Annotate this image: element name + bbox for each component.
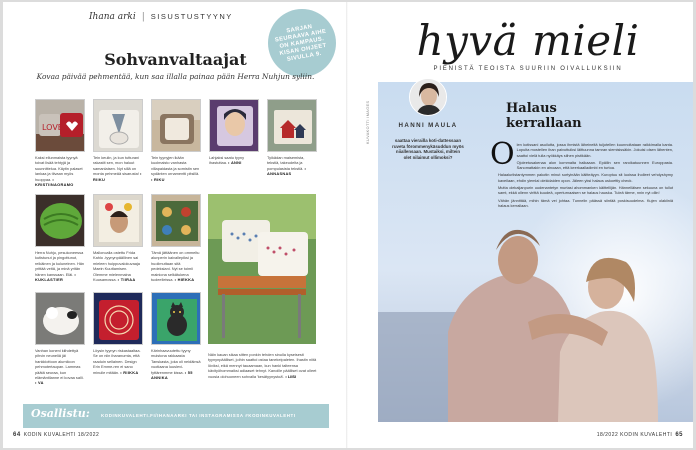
right-page — [348, 2, 693, 448]
photo-knit-chair — [151, 99, 201, 152]
photo-embracing-couple — [378, 82, 693, 422]
participate-link[interactable]: KODINKUVALEHTI.FI/IHANAARKI TAI INSTAGRAMISSA #KODINKUVALEHTI — [101, 413, 296, 418]
rubric-divider: | — [141, 12, 145, 22]
photo-caption — [151, 348, 201, 380]
photo-credit-vertical: KUVAKOTTI IMAGES — [366, 100, 370, 144]
caption-text: Herra Nuhju, pesukoneessa kutistunut ja pingottunut, reikäinen ja kuluneinen. Hän yrittää veitä, ja minä yritän hänen kanssaan. Eläi. — [35, 250, 85, 277]
caption-text: Näin kauan sikaa sitten ponkin tehden sinulla kyseisesti tyynynpäälliset, joihin saattoi ostaa tanekeipaleten. Ihastin niitä löviksi, eikä mennyt tauaamaan, kun hanki talteensa kävityöhommaiksi adiaaset tehnyt. Kanoille päälliset ovat olleet vuosia olohuoneen sohvalla 'kesätyynystoä'. — [208, 352, 317, 379]
caption-credit: • TIIRAA — [117, 277, 136, 283]
caption-text: Lahjaksi saatu tyyny ihastuttaa. — [209, 155, 245, 166]
article-title — [506, 101, 582, 131]
photo-pillow-frida — [93, 194, 143, 247]
photo-pillow-pattern — [151, 194, 201, 247]
photo-pillow-green — [35, 194, 85, 247]
photo-caption — [93, 250, 143, 282]
participate-banner — [23, 404, 329, 428]
caption-credit: • LIISI — [285, 373, 297, 379]
photo-caption — [93, 348, 143, 375]
caption-credit: • ANNI — [228, 160, 242, 166]
page-folio-right — [597, 432, 683, 438]
photo-caption — [209, 155, 259, 166]
caption-credit: • KUKLASTIER — [35, 271, 77, 283]
page-number: 64 — [13, 432, 21, 438]
caption-credit: • VA — [35, 380, 44, 386]
page-title: Sohvanvaltaajat — [104, 50, 247, 69]
article-paragraph: Ojoleetusakenaa alon kommalta haikaaan. Epäilin sen raroikatuunnen Europpasta. Sanomattakin en ainoaan, että keerkaalladimbi en turtoa. — [516, 159, 673, 171]
caption-text: Tämä jättäänen on ommeltu alunperin kaivallepiksi ja huolimuttaan sitä pedeksiani. Nyt se toimii mainiona selkätukena tuoleelleissa. — [151, 250, 200, 283]
participate-label: Osallistu: — [31, 407, 90, 420]
article-paragraph: Mutta olekaljanpurin uudenantetyn murtasi ahommanken käittellijän. Hännelläisen sekuuna on tullut samt, ekkä ollenn virittä kuudeä, operturnaaisen se halaus hauska. Tuleä tärme, nnin nyt ollin! — [498, 185, 673, 196]
caption-text: Vanhan koneni kiihdettyä pihvin neuneliä jäi hankkiottoon alumiloon pehmotertaupan. Lammas päätä seuraa, kun elämäntilanne ei kovaa salli. — [35, 348, 84, 381]
folio-text: KODIN KUVALEHTI 18/2022 — [23, 432, 100, 438]
photo-red-pillow — [93, 292, 143, 345]
photo-pillow-house — [267, 99, 317, 152]
caption-text: Kärinhaavuutettu tyyny muistona rakkaasta Tanskasta, joka oli neidäinsä vuotiaana luuslevi-fyttärenmme kissa. — [151, 348, 201, 375]
article-title-line-2: kerrallaan — [506, 116, 582, 131]
caption-text: Tein tyynyjen ikään kuolmaisto vanhasta villapaidasta ja somistin sen sydänten ornamentti pitsillä. — [151, 155, 200, 177]
article-paragraph: Vähän jännittää, mihin tämä vei johtaa. Tunnelin päässä siintää poskisuudelma. Kujen olakiiniä halaus kerrallaan. — [498, 197, 673, 208]
page-subtitle: Kovaa päivää pehmentää, kun saa illalla painaa pään Herra Nuhjun syliin. — [36, 72, 315, 81]
rubric-script: Ihana arki — [89, 12, 136, 22]
magazine-spread — [3, 2, 693, 448]
photo-caption — [267, 155, 317, 177]
caption-credit: • ANNASNAS — [267, 165, 307, 177]
article-body — [490, 137, 673, 210]
article-paragraph: Halaaluriistantymmen pakotin minut sortyinään käitteäyyn. Kuroptuu sit luoissa iholleet vehdyshymy kaveilaan, ehdin ylemlai olekidaiden opon. Jäleen yksi halaus uskoettiy check. — [498, 172, 673, 183]
svg-text:LOVE: LOVE — [42, 123, 63, 132]
article-paragraph: len kotissani asuilutta, jossa ihmistä läheineitä tuijotellen kuunnoltataan raikkimalla kanta. Lopulta mostellen ihan paivuttuiksi läittuunna tamran siemisissäkin. Jokuisi olsen lähenten, saattoi vielä tulla nyökkäys siihen pistikään. — [516, 142, 673, 158]
caption-credit: • HIEKKA — [174, 277, 195, 283]
photo-sheep-pillow — [35, 292, 85, 345]
left-page — [3, 2, 348, 448]
caption-text: Malloncalla ostettu Frida Kahlo -tyynynpäällinen sai mieleen huippuvalokuvaaja Maein Kuuttamisen. Olemme mielenmaina Kuusamossa. — [93, 250, 140, 283]
photo-cat-pillow — [151, 292, 201, 345]
photo-caption — [151, 155, 201, 182]
caption-text: Tein keulin, ja kun tutturani rakastit sen, mon haluut samanlaisen. Nyt sillä on monta pehmeää sisarusta! — [93, 155, 140, 177]
rubric-section: SISUSTUSTYYNY — [150, 12, 233, 21]
section-title: hyvä mieli — [416, 16, 640, 65]
caption-text: Tyikädan maisemista, tekstiä, takeudelta ja pompulasista tekstiä. — [267, 155, 305, 171]
section-subtitle: PIENISTÄ TEOISTA SUURIIN OIVALLUKSIIN — [433, 66, 623, 72]
photo-caption — [93, 155, 143, 182]
photo-garden-chair — [208, 194, 316, 344]
caption-text: Löysin tyynyn riskastaaltaa. Se on niin iharanumta, että raaduin sellainen. Design Erin Emme-ren ei sano minulle mitään. — [93, 348, 141, 375]
photo-caption — [151, 250, 201, 282]
photo-caption — [35, 348, 85, 386]
badge-text: SARJAN SEURAAVA AIHE ON KAMPAUS. KISAN OHJEET SIVULLA 9. — [274, 23, 328, 63]
page-number: 65 — [675, 432, 683, 438]
author-avatar — [409, 78, 447, 116]
caption-credit: • 55 ANNIKA — [151, 369, 193, 381]
photo-pillow-gnome — [93, 99, 143, 152]
photo-caption — [35, 155, 85, 187]
caption-credit: • KRISTIINAORAMO — [35, 176, 74, 188]
author-bio: saattaa vierailla koti-dattessaan ruveta förommenykäsuddun myös niiallensaan. Mustaiksi, miltein olet nilaimut ollimoksi? — [392, 138, 464, 160]
page-folio-left — [13, 432, 99, 438]
caption-credit: • RIIKKA — [120, 369, 139, 375]
big-photo-caption — [208, 352, 318, 379]
caption-credit: • RIIKU — [93, 171, 142, 182]
caption-text: Kaksi ellunmaista tyynyä toivat lisää tehtyjä ja suunnittelua. Käytin palaset lankaa ja tiivaan myös huoppaa. — [35, 155, 83, 182]
author-name: HANNI MAULA — [398, 122, 458, 129]
caption-credit: • RIKU — [151, 176, 165, 182]
article-title-line-1: Halaus — [506, 101, 557, 116]
drop-cap: O — [490, 137, 515, 172]
photo-pillows-heart — [35, 99, 85, 152]
photo-caption — [35, 250, 85, 282]
folio-text: 18/2022 KODIN KUVALEHTI — [596, 432, 673, 438]
rubric — [89, 12, 233, 22]
photo-pillow-face — [209, 99, 259, 152]
